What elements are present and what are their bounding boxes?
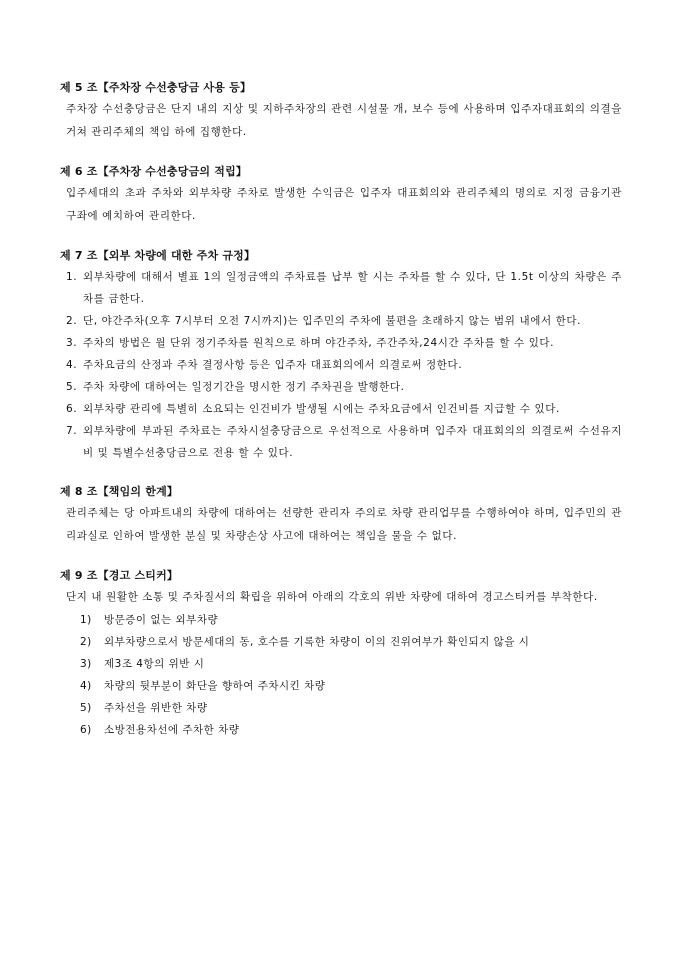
list-item-number: 3) <box>80 658 92 670</box>
list-item <box>80 609 622 631</box>
list-item-text: 차량의 뒷부분이 화단을 향하여 주차시킨 차량 <box>104 680 326 692</box>
list-item <box>80 719 622 741</box>
list-item <box>80 631 622 653</box>
article-5 <box>60 78 622 144</box>
list-item <box>66 354 622 376</box>
list-item-text: 주차의 방법은 월 단위 정기주차를 원칙으로 하며 야간주차, 주간주차,24시간 주차를 할 수 있다. <box>83 337 555 349</box>
list-item-text: 방문증이 없는 외부차량 <box>104 614 219 626</box>
list-item <box>80 675 622 697</box>
list-item <box>66 332 622 354</box>
list-item-number: 7. <box>66 425 78 437</box>
list-item-number: 1) <box>80 614 92 626</box>
article-6-body: 입주세대의 초과 주차와 외부차량 주차로 발생한 수익금은 입주자 대표회의와 관리주체의 명의로 지정 금융기관 구좌에 예치하여 관리한다. <box>66 187 622 222</box>
article-9-body: 단지 내 원활한 소통 및 주차질서의 확립을 위하여 아래의 각호의 위반 차량에 대하여 경고스티커를 부착한다. <box>66 591 598 603</box>
article-7 <box>60 246 622 464</box>
list-item <box>80 653 622 675</box>
article-7-heading: 제 7 조【외부 차량에 대한 주차 규정】 <box>60 249 256 262</box>
list-item <box>66 398 622 420</box>
article-5-heading: 제 5 조【주차장 수선충당금 사용 등】 <box>60 81 252 94</box>
list-item-number: 4) <box>80 680 92 692</box>
article-8-heading: 제 8 조【책임의 한계】 <box>60 485 179 498</box>
list-item-number: 5) <box>80 702 92 714</box>
list-item-text: 외부차량으로서 방문세대의 동, 호수를 기록한 차량이 이의 진위여부가 확인되지 않을 시 <box>104 636 530 648</box>
article-6-heading: 제 6 조【주차장 수선충당금의 적립】 <box>60 165 248 178</box>
list-item <box>66 266 622 310</box>
list-item <box>66 420 622 464</box>
article-8 <box>60 482 622 548</box>
article-6 <box>60 162 622 228</box>
article-5-body: 주차장 수선충당금은 단지 내의 지상 및 지하주차장의 관련 시설물 개, 보수 등에 사용하며 입주자대표회의 의결을 거쳐 관리주체의 책임 하에 집행한다. <box>66 103 622 138</box>
list-item-text: 외부차량에 부과된 주차료는 주차시설충당금으로 우선적으로 사용하며 입주자 대표회의의 의결로써 수선유지비 및 특별수선충당금으로 전용 할 수 있다. <box>83 425 622 459</box>
list-item-text: 주차 차량에 대하여는 일정기간을 명시한 정기 주차권을 발행한다. <box>83 381 405 393</box>
list-item-number: 4. <box>66 359 78 371</box>
list-item-text: 외부차량 관리에 특별히 소요되는 인건비가 발생될 시에는 주차요금에서 인건비를 지급할 수 있다. <box>83 403 560 415</box>
article-9-heading: 제 9 조【경고 스티커】 <box>60 569 179 582</box>
list-item-number: 6. <box>66 403 78 415</box>
list-item-number: 1. <box>66 271 78 283</box>
list-item-text: 주차요금의 산정과 주차 결정사항 등은 입주자 대표회의에서 의결로써 정한다. <box>83 359 463 371</box>
list-item-number: 2. <box>66 315 78 327</box>
list-item-text: 외부차량에 대해서 별표 1의 일정금액의 주차료를 납부 할 시는 주차를 할 수 있다, 단 1.5t 이상의 차량은 주차를 금한다. <box>83 271 622 305</box>
article-7-list <box>60 266 622 464</box>
list-item-text: 주차선을 위반한 차량 <box>104 702 208 714</box>
list-item-text: 제3조 4항의 위반 시 <box>104 658 205 670</box>
list-item <box>66 310 622 332</box>
list-item-text: 단, 야간주차(오후 7시부터 오전 7시까지)는 입주민의 주차에 불편을 초래하지 않는 범위 내에서 한다. <box>83 315 582 327</box>
list-item-text: 소방전용차선에 주차한 차량 <box>104 724 240 736</box>
article-9 <box>60 566 622 741</box>
list-item-number: 3. <box>66 337 78 349</box>
article-9-list <box>60 609 622 741</box>
list-item-number: 5. <box>66 381 78 393</box>
list-item-number: 2) <box>80 636 92 648</box>
list-item <box>66 376 622 398</box>
article-8-body: 관리주체는 당 아파트내의 차량에 대하여는 선량한 관리자 주의로 차량 관리업무를 수행하여야 하며, 입주민의 관리과실로 인하여 발생한 분실 및 차량손상 사고에 대하여는 책임을 물을 수 없다. <box>66 507 622 542</box>
list-item-number: 6) <box>80 724 92 736</box>
list-item <box>80 697 622 719</box>
